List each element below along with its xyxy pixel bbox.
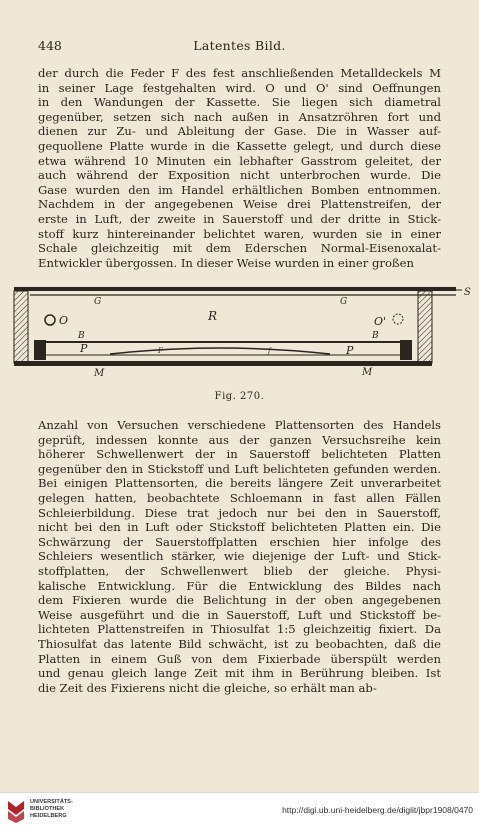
- paragraph-bottom: [38, 418, 441, 695]
- text-line: der durch die Feder F des fest anschließenden Metalldeckels M: [38, 66, 441, 80]
- label-o: O: [59, 314, 69, 327]
- right-wall: [418, 291, 432, 363]
- cassette-lid: [14, 287, 456, 291]
- text-line: Schleiers wesentlich stärker, wie diejenige der Luft- und Stick-: [38, 549, 441, 564]
- text-line: Bei einigen Plattensorten, die bereits längere Zeit unverarbeitet: [38, 476, 441, 491]
- text-line: gequollene Platte wurde in die Kassette gelegt, und durch diese: [38, 138, 441, 153]
- text-line: auch während der Exposition nicht unterbrochen wurde. Die: [38, 168, 441, 183]
- cassette-bottom: [14, 361, 432, 366]
- text-line: in den Wandungen der Kassette. Sie liegen sich diametral: [38, 95, 441, 110]
- library-name-line: BIBLIOTHEK: [30, 806, 65, 812]
- text-line: Entwickler übergossen. In dieser Weise wurden in einer großen: [38, 255, 414, 270]
- label-o-prime: O': [374, 315, 387, 328]
- text-line: Schale gleichzeitig mit dem Ederschen Normal-Eisenoxalat-: [38, 241, 441, 256]
- text-line: lichteten Plattenstreifen in Thiosulfat 1:5 gleichzeitig fixiert. Da: [38, 622, 441, 637]
- label-m-right: M: [362, 367, 373, 378]
- label-b-left: B: [78, 331, 85, 341]
- university-library-logo-icon[interactable]: [6, 799, 26, 823]
- text-line: geprüft, indessen konnte aus der ganzen Versuchsreihe kein: [38, 432, 441, 447]
- library-name-line: UNIVERSITÄTS-: [30, 799, 73, 805]
- text-line: Platten in einem Guß von dem Fixierbade überspült werden: [38, 651, 441, 666]
- text-line: in seiner Lage festgehalten wird. O und O' sind Oeffnungen: [38, 80, 441, 95]
- opening-o-circle: [45, 315, 55, 325]
- label-r: R: [208, 309, 218, 323]
- label-g-right: G: [340, 297, 348, 307]
- text-line: Thiosulfat das latente Bild schwächt, ist zu beobachten, daß die: [38, 636, 441, 651]
- text-line: erste in Luft, der zweite in Sauerstoff und der dritte in Stick-: [38, 211, 441, 226]
- text-line: Weise ausgeführt und die in Sauerstoff, Luft und Stickstoff be-: [38, 607, 441, 622]
- library-name[interactable]: [30, 799, 73, 820]
- text-line: dienen zur Zu- und Ableitung der Gase. Die in Wasser auf-: [38, 124, 441, 139]
- figure-caption: Fig. 270.: [214, 391, 265, 402]
- page-number: 448: [38, 38, 62, 53]
- spring-curve: [110, 348, 330, 354]
- source-url-link[interactable]: http://digi.ub.uni-heidelberg.de/diglit/jbpr1908/0470: [282, 805, 473, 815]
- support-left: [34, 340, 46, 360]
- label-p-left: P: [80, 342, 88, 355]
- cassette-figure: [10, 282, 472, 380]
- label-s: S: [464, 287, 471, 298]
- text-line: Anzahl von Versuchen verschiedene Plattensorten des Handels: [38, 418, 441, 432]
- text-line: etwa während 10 Minuten ein lebhafter Gasstrom geleitet, der: [38, 153, 441, 168]
- label-p-right: P: [346, 344, 354, 357]
- paragraph-top: [38, 66, 441, 270]
- opening-o-prime-circle: [393, 314, 403, 324]
- label-m-left: M: [94, 368, 105, 379]
- text-line: nicht bei den in Luft oder Stickstoff belichteten Platten ein. Die: [38, 520, 441, 535]
- text-line: höherer Schwellenwert der in Sauerstoff belichteten Platten: [38, 447, 441, 462]
- text-line: Gase wurden den im Handel erhältlichen Bomben entnommen.: [38, 182, 441, 197]
- page-header: [38, 38, 441, 54]
- text-line: stoff kurz hintereinander belichtet waren, wurden sie in einer: [38, 226, 441, 241]
- label-g-left: G: [94, 297, 102, 307]
- text-line: Schwärzung der Sauerstoffplatten erschien hier infolge des: [38, 534, 441, 549]
- text-line: und genau gleich lange Zeit mit ihm in Berührung bleiben. Ist: [38, 666, 441, 681]
- footer-bar: [0, 792, 479, 829]
- text-line: Nachdem in der angegebenen Weise drei Plattenstreifen, der: [38, 197, 441, 212]
- text-line: kalische Entwicklung. Für die Entwicklung des Bildes nach: [38, 578, 441, 593]
- text-line: gegenüber den in Stickstoff und Luft belichteten gefunden werden.: [38, 461, 441, 476]
- label-b-right: B: [372, 331, 379, 341]
- text-line: gegenüber, setzen sich nach außen in Ansatzröhren fort und: [38, 109, 441, 124]
- left-wall: [14, 291, 28, 363]
- text-line: die Zeit des Fixierens nicht die gleiche, so erhält man ab-: [38, 680, 377, 695]
- support-right: [400, 340, 412, 360]
- text-line: dem Fixieren wurde die Belichtung in der oben angegebenen: [38, 593, 441, 608]
- label-f-upper: F: [158, 347, 163, 355]
- text-line: stoffplatten, der Schwellenwert blieb der gleiche. Physi-: [38, 563, 441, 578]
- library-name-line: HEIDELBERG: [30, 813, 67, 819]
- running-title: Latentes Bild.: [193, 38, 286, 53]
- text-line: gelegen hatten, beobachtete Schloemann in fast allen Fällen: [38, 490, 441, 505]
- label-f-lower: f: [268, 347, 271, 355]
- text-line: Schleierbildung. Diese trat jedoch nur bei den in Sauerstoff,: [38, 505, 441, 520]
